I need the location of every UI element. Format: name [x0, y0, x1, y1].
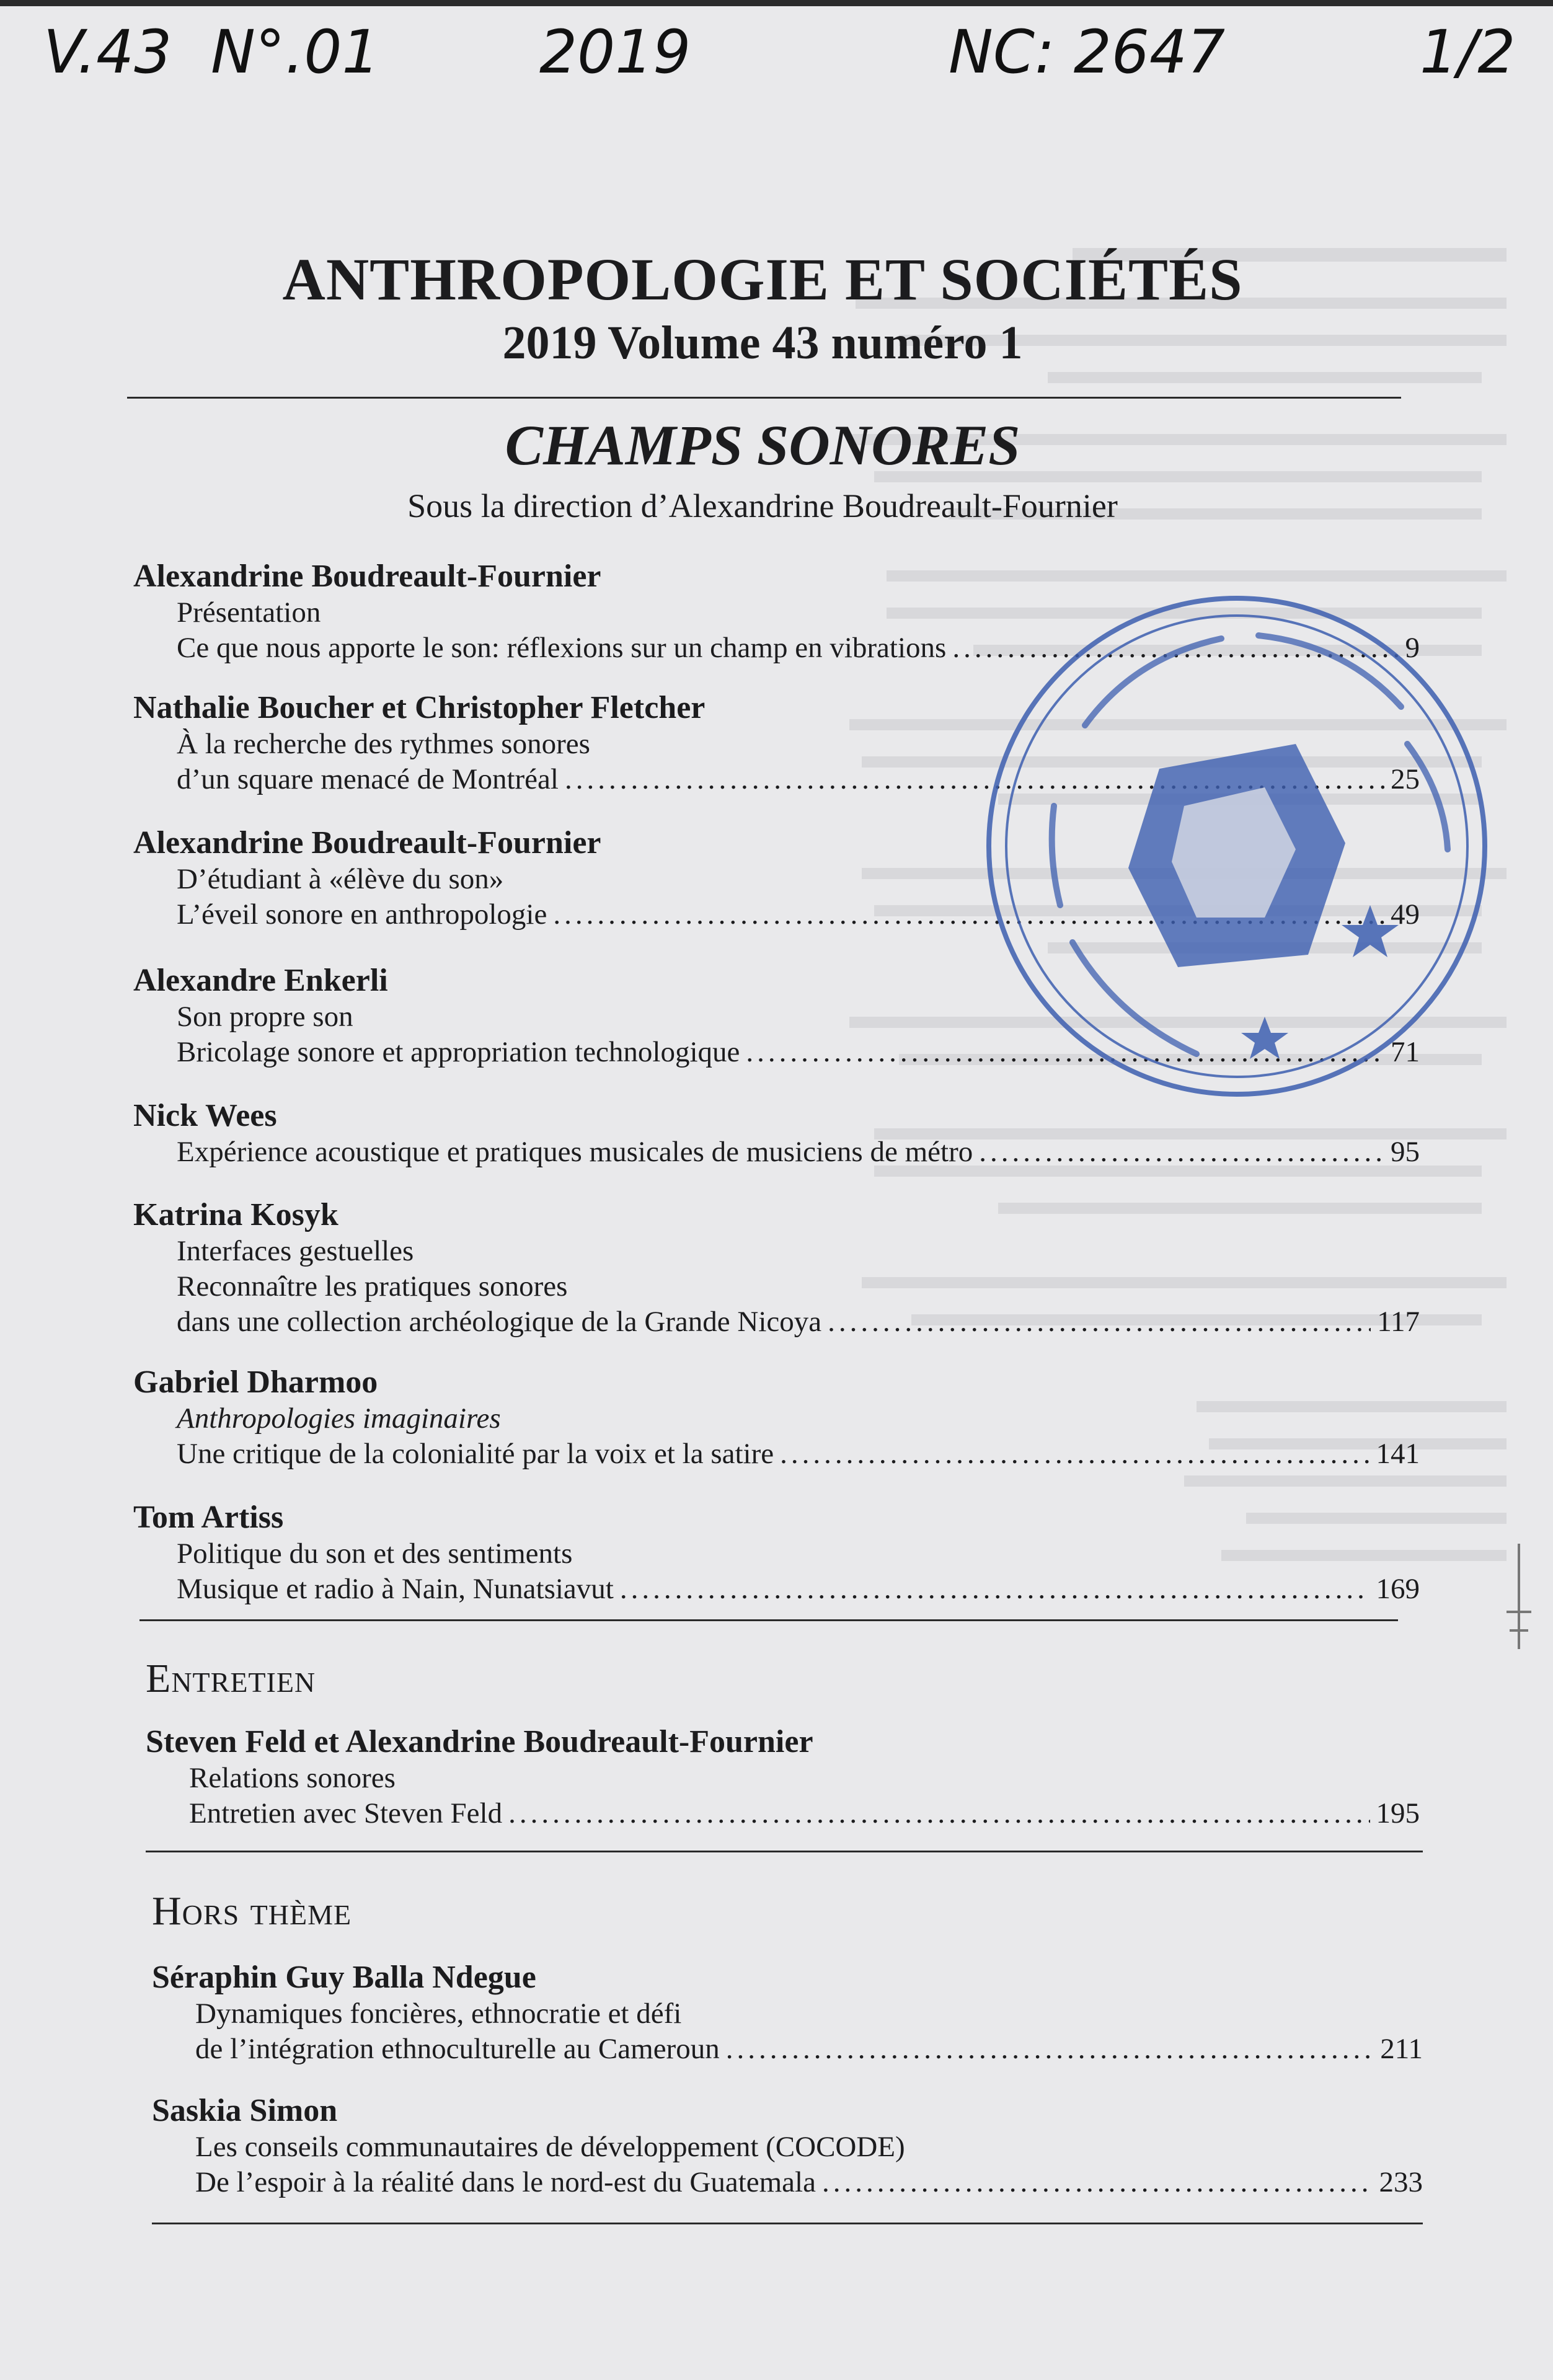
section-heading-entretien: Entretien — [146, 1656, 316, 1701]
entry-title-line: À la recherche des rythmes sonores — [177, 728, 590, 760]
entry-last-line — [133, 1135, 1420, 1170]
entry-subtitle: De l’espoir à la réalité dans le nord-est du Guatemala — [195, 2166, 816, 2198]
entry-page: 71 — [1391, 1036, 1420, 1068]
toc-entry[interactable] — [133, 1364, 1420, 1472]
entry-page: 211 — [1380, 2033, 1423, 2065]
entry-last-line — [146, 1796, 1420, 1831]
section-heading-hors-theme: Hors thème — [152, 1888, 352, 1934]
entry-title-line: Son propre son — [177, 1001, 353, 1033]
entry-subtitle: Ce que nous apporte le son: réflexions sur un champ en vibrations — [177, 632, 947, 664]
rule-bottom — [152, 2223, 1423, 2224]
entry-subtitle: Une critique de la colonialité par la voix et la satire — [177, 1438, 774, 1470]
leader-dots — [726, 2032, 1374, 2067]
leader-dots — [828, 1304, 1371, 1340]
entry-last-line — [152, 2032, 1423, 2067]
toc-entry[interactable] — [133, 1499, 1420, 1607]
entry-title-line: Reconnaître les pratiques sonores — [177, 1270, 568, 1303]
journal-title: ANTHROPOLOGIE ET SOCIÉTÉS — [282, 246, 1243, 312]
entry-subtitle: dans une collection archéologique de la Grande Nicoya — [177, 1306, 822, 1338]
entry-page: 141 — [1376, 1438, 1420, 1470]
theme-title: CHAMPS SONORES — [505, 414, 1020, 477]
entry-title-line: Les conseils communautaires de développement (COCODE) — [195, 2131, 905, 2163]
entry-author: Saskia Simon — [152, 2093, 338, 2128]
entry-author: Gabriel Dharmoo — [133, 1365, 378, 1400]
leader-dots — [620, 1572, 1370, 1607]
entry-last-line — [152, 2165, 1423, 2200]
handwritten-nc: NC: 2647 — [949, 17, 1226, 87]
library-stamp — [973, 583, 1500, 1110]
handwritten-annotation — [25, 17, 1528, 92]
rule-top — [127, 397, 1401, 399]
entry-title-line: Dynamiques foncières, ethnocratie et défi — [195, 1997, 682, 2030]
entry-author: Nathalie Boucher et Christopher Fletcher — [133, 690, 706, 725]
entry-author: Steven Feld et Alexandrine Boudreault-Fournier — [146, 1724, 813, 1759]
leader-dots — [780, 1436, 1369, 1472]
entry-author: Tom Artiss — [133, 1500, 284, 1535]
entry-subtitle: Bricolage sonore et appropriation technologique — [177, 1036, 740, 1068]
entry-page: 49 — [1391, 898, 1420, 931]
entry-title-line: Interfaces gestuelles — [177, 1235, 414, 1267]
entry-page: 95 — [1391, 1136, 1420, 1168]
toc-entry[interactable] — [152, 1959, 1423, 2067]
entry-subtitle: Musique et radio à Nain, Nunatsiavut — [177, 1573, 614, 1605]
entry-author: Séraphin Guy Balla Ndegue — [152, 1960, 536, 1995]
entry-author: Alexandrine Boudreault-Fournier — [133, 559, 601, 594]
entry-subtitle: d’un square menacé de Montréal — [177, 763, 559, 795]
entry-author: Nick Wees — [133, 1098, 277, 1133]
handwritten-number: N°.01 — [211, 17, 380, 87]
scan-edge-mark — [1494, 1537, 1538, 1661]
issue-line: 2019 Volume 43 numéro 1 — [502, 317, 1023, 369]
entry-author: Alexandre Enkerli — [133, 963, 388, 998]
entry-last-line — [133, 1572, 1420, 1607]
entry-title-line: Politique du son et des sentiments — [177, 1537, 573, 1570]
entry-author: Katrina Kosyk — [133, 1197, 338, 1232]
entry-author: Alexandrine Boudreault-Fournier — [133, 825, 601, 860]
scan-top-border — [0, 0, 1553, 6]
entry-title-line: Présentation — [177, 596, 321, 629]
handwritten-year: 2019 — [539, 17, 691, 87]
entry-subtitle: Entretien avec Steven Feld — [189, 1797, 503, 1829]
toc-entry[interactable] — [152, 2092, 1423, 2200]
toc-entry[interactable] — [133, 1197, 1420, 1340]
rule-section-2 — [146, 1851, 1423, 1852]
entry-subtitle: Expérience acoustique et pratiques musicales de musiciens de métro — [177, 1136, 973, 1168]
entry-title-line: Relations sonores — [189, 1762, 396, 1794]
entry-title-line: Anthropologies imaginaires — [177, 1402, 501, 1435]
entry-title-line: D’étudiant à «élève du son» — [177, 863, 504, 895]
entry-page: 9 — [1405, 632, 1420, 664]
entry-page: 169 — [1376, 1573, 1420, 1605]
rule-section-1 — [139, 1619, 1398, 1621]
entry-last-line — [133, 1304, 1420, 1340]
toc-entry[interactable] — [146, 1723, 1420, 1831]
entry-page: 117 — [1377, 1306, 1420, 1338]
handwritten-fraction: 1/2 — [1420, 17, 1516, 87]
leader-dots — [979, 1135, 1384, 1170]
handwritten-volume: V.43 — [43, 17, 172, 87]
entry-page: 195 — [1376, 1797, 1420, 1829]
entry-subtitle: L’éveil sonore en anthropologie — [177, 898, 547, 931]
leader-dots — [508, 1796, 1369, 1831]
leader-dots — [822, 2165, 1373, 2200]
entry-last-line — [133, 1436, 1420, 1472]
entry-subtitle: de l’intégration ethnoculturelle au Cameroun — [195, 2033, 720, 2065]
entry-page: 233 — [1379, 2166, 1423, 2198]
director-line: Sous la direction d’Alexandrine Boudreault-Fournier — [407, 487, 1118, 524]
entry-page: 25 — [1391, 763, 1420, 795]
